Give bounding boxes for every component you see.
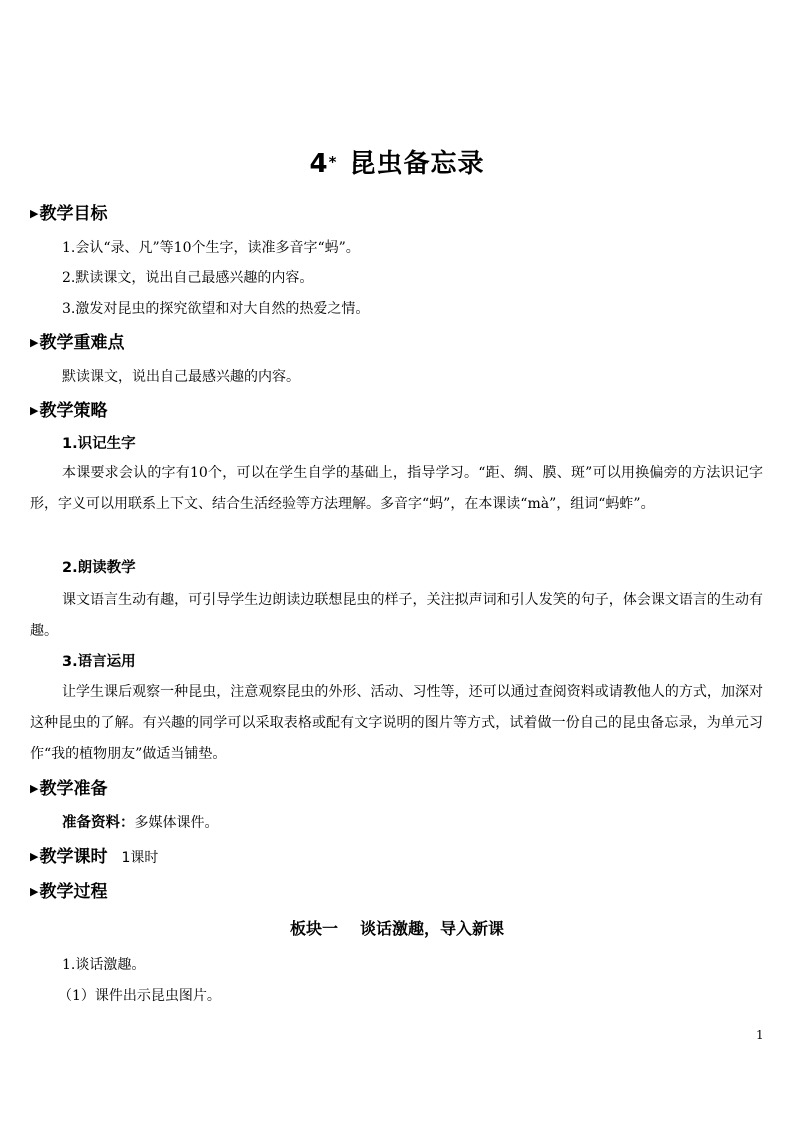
section-heading-objectives: ▶教学目标	[30, 204, 108, 224]
strategy-text-3: 让学生课后观察一种昆虫，注意观察昆虫的外形、活动、习性等，还可以通过查阅资料或请教他人的方式，加深对这种昆虫的了解。有兴趣的同学可以采取表格或配有文字说明的图片等方式，试着做一份自己的昆虫备忘录，为单元习作“我的植物朋友”做适当铺垫。	[30, 684, 763, 762]
triangle-bullet-icon: ▶	[30, 782, 39, 795]
page-number: 1	[756, 1028, 764, 1042]
objective-item: 2.默读课文，说出自己最感兴趣的内容。	[62, 270, 314, 286]
preparation-value: 多媒体课件。	[134, 815, 219, 831]
triangle-bullet-icon: ▶	[30, 885, 39, 898]
triangle-bullet-icon: ▶	[30, 336, 39, 349]
triangle-bullet-icon: ▶	[30, 207, 39, 220]
section-heading-periods: ▶教学课时 1课时	[30, 847, 159, 867]
lesson-title: 昆虫备忘录	[349, 149, 485, 179]
section-heading-strategies: ▶教学策略	[30, 401, 108, 421]
preparation-label: 准备资料：	[62, 815, 135, 831]
page-title	[0, 146, 794, 182]
process-substep: （1）课件出示昆虫图片。	[58, 988, 221, 1004]
block-title: 板块一 谈话激趣，导入新课	[289, 919, 505, 938]
lesson-number: 4	[309, 149, 329, 179]
section-heading-key-points: ▶教学重难点	[30, 333, 125, 353]
objective-item: 3.激发对昆虫的探究欲望和对大自然的热爱之情。	[62, 301, 370, 317]
section-heading-preparation: ▶教学准备	[30, 779, 108, 799]
preparation-line	[62, 812, 219, 834]
section-heading-process: ▶教学过程	[30, 882, 108, 902]
triangle-bullet-icon: ▶	[30, 404, 39, 417]
strategy-title-2: 2.朗读教学	[62, 560, 136, 576]
key-points-text: 默读课文，说出自己最感兴趣的内容。	[62, 369, 300, 385]
lesson-mark: *	[328, 153, 338, 171]
periods-value: 1课时	[121, 850, 159, 866]
objective-item: 1.会认“录、凡”等10个生字，读准多音字“蚂”。	[62, 240, 360, 256]
strategy-text-1: 本课要求会认的字有10个，可以在学生自学的基础上，指导学习。“距、绸、膜、斑”可以用换偏旁的方法识记字形，字义可以用联系上下文、结合生活经验等方法理解。多音字“蚂”，在本课读“mà”，组词“蚂蚱”。	[30, 465, 763, 512]
strategy-title-3: 3.语言运用	[62, 654, 136, 670]
process-step: 1.谈话激趣。	[62, 957, 146, 973]
strategy-title-1: 1.识记生字	[62, 436, 136, 452]
triangle-bullet-icon: ▶	[30, 850, 39, 863]
strategy-text-2: 课文语言生动有趣，可引导学生边朗读边联想昆虫的样子，关注拟声词和引人发笑的句子，体会课文语言的生动有趣。	[30, 592, 763, 639]
